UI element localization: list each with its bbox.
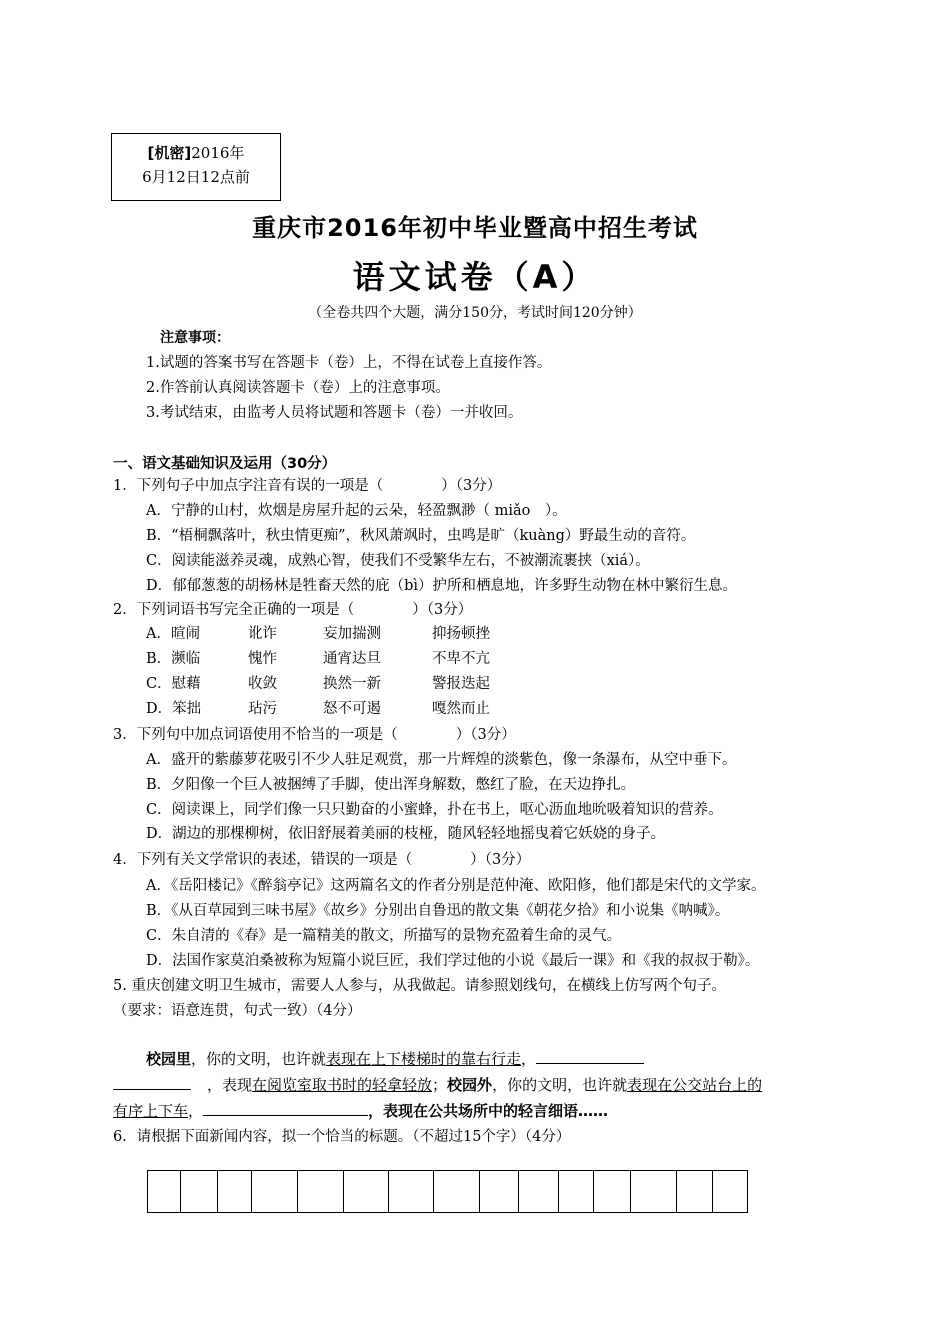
answer-cell[interactable] [712,1170,748,1213]
question-1-option-b: B．“梧桐飘落叶，秋虫情更痴”，秋风萧飒时，虫鸣是旷（kuàng）野最生动的音符。 [146,528,696,544]
word-cell: 换然一新 [323,676,381,692]
question-3-option-c: C．阅读课上，同学们像一只只勤奋的小蜜蜂，扑在书上，呕心沥血地吮吸着知识的营养。 [146,802,723,818]
answer-cell[interactable] [479,1170,519,1213]
word-cell: 怒不可遏 [323,701,381,717]
question-4-option-a: A．《岳阳楼记》《醉翁亭记》这两篇名文的作者分别是范仲淹、欧阳修，他们都是宋代的文学家。 [146,878,766,894]
model-sentence: 表现在上下楼梯时的靠右行走 [326,1050,522,1068]
answer-cell[interactable] [251,1170,298,1213]
notes-item: 1.试题的答案书写在答题卡（卷）上，不得在试卷上直接作答。 [146,355,552,371]
word-cell: 妄加揣测 [323,626,381,642]
word-cell: 讹诈 [248,626,277,642]
answer-cell[interactable] [676,1170,713,1213]
question-5-requirement: （要求：语意连贯，句式一致）（4分） [113,1003,362,1019]
answer-cell[interactable] [518,1170,559,1213]
answer-blank-1-cont[interactable] [113,1075,191,1090]
word-cell: 抑扬顿挫 [432,626,490,642]
imitation-line-3 [113,1100,608,1121]
section-heading: 一、语文基础知识及运用（30分） [113,456,337,472]
confidential-box [111,133,281,201]
imitation-line-1 [146,1048,644,1069]
question-4-option-d: D．法国作家莫泊桑被称为短篇小说巨匠，我们学过他的小说《最后一课》和《我的叔叔于勒》。 [146,953,760,969]
confidential-deadline: 6月12日12点前 [142,168,250,186]
imitation-line-2 [113,1074,762,1095]
question-2-stem: 2．下列词语书写完全正确的一项是（ ）（3分） [113,602,473,618]
text-span: ； [432,1076,448,1094]
text-span: ，表现 [207,1076,253,1094]
question-5-stem: 5. 重庆创建文明卫生城市，需要人人参与，从我做起。请参照划线句，在横线上仿写两个句子。 [113,978,726,994]
answer-cell[interactable] [343,1170,389,1213]
answer-cell[interactable] [297,1170,344,1213]
word-cell: 玷污 [248,701,277,717]
model-sentence: 在阅览室取书时的轻拿轻放 [252,1076,433,1094]
question-4-stem: 4．下列有关文学常识的表述，错误的一项是（ ）（3分） [113,852,531,868]
question-3-option-d: D．湖边的那棵柳树，依旧舒展着美丽的枝桠，随风轻轻地摇曳着它妖娆的身子。 [146,826,666,842]
text-span: ， [521,1050,537,1068]
model-sentence: 有序上下车 [113,1102,189,1120]
word-cell: A．暄闹 [146,626,200,642]
answer-blank-1[interactable] [536,1049,644,1064]
confidential-tag: [机密] [147,144,192,162]
confidential-year: 2016年 [191,144,245,162]
exam-title: 重庆市2016年初中毕业暨高中招生考试 [252,214,698,242]
answer-blank-2[interactable] [203,1101,368,1116]
text-span: ，你的文明，也许就 [191,1050,327,1068]
question-6-stem: 6．请根据下面新闻内容，拟一个恰当的标题。（不超过15个字）（4分） [113,1129,571,1145]
campus-outside-label: 校园外 [447,1076,493,1094]
word-cell: B．濒临 [146,651,201,667]
word-cell: 通宵达旦 [323,651,381,667]
question-3-option-a: A．盛开的紫藤萝花吸引不少人驻足观赏，那一片辉煌的淡紫色，像一条瀑布，从空中垂下。 [146,752,737,768]
answer-cell[interactable] [180,1170,218,1213]
paper-title: 语文试卷（A） [352,258,598,296]
answer-cell[interactable] [147,1170,181,1213]
answer-cell[interactable] [630,1170,677,1213]
question-3-option-b: B．夕阳像一个巨人被捆缚了手脚，使出浑身解数，憋红了脸，在天边挣扎。 [146,777,636,793]
campus-inside-label: 校园里 [146,1050,192,1068]
word-cell: 不卑不亢 [432,651,490,667]
text-span: ， [188,1102,204,1120]
word-cell: 嘎然而止 [432,701,490,717]
notes-item: 2.作答前认真阅读答题卡（卷）上的注意事项。 [146,380,450,396]
word-cell: 收敛 [248,676,277,692]
model-sentence: 表现在公交站台上的 [627,1076,763,1094]
word-cell: 警报迭起 [432,676,490,692]
answer-cell[interactable] [593,1170,631,1213]
question-4-option-b: B．《从百草园到三味书屋》《故乡》分别出自鲁迅的散文集《朝花夕拾》和小说集《呐喊》。 [146,903,730,919]
answer-cell[interactable] [388,1170,434,1213]
paper-subtitle: （全卷共四个大题，满分150分，考试时间120分钟） [308,305,642,321]
answer-cell[interactable] [217,1170,252,1213]
notes-item: 3.考试结束，由监考人员将试题和答题卡（卷）一并收回。 [146,405,523,421]
question-4-option-c: C．朱自清的《春》是一篇精美的散文，所描写的景物充盈着生命的灵气。 [146,928,622,944]
closing-text: ，表现在公共场所中的轻言细语…… [368,1102,609,1120]
word-cell: 愧怍 [248,651,277,667]
notes-heading: 注意事项： [160,330,230,346]
word-cell: C．慰藉 [146,676,201,692]
question-1-stem: 1．下列句子中加点字注音有误的一项是（ ）（3分） [113,478,502,494]
question-1-option-d: D．郁郁葱葱的胡杨林是牲畜天然的庇（bì）护所和栖息地，许多野生动物在林中繁衍生息。 [146,578,738,594]
answer-cell[interactable] [433,1170,480,1213]
answer-cell[interactable] [558,1170,594,1213]
title-answer-grid [147,1170,748,1213]
question-1-option-a: A．宁静的山村，炊烟是房屋升起的云朵，轻盈飘渺（ miǎo ）。 [146,503,567,519]
word-cell: D．笨拙 [146,701,202,717]
question-1-option-c: C．阅读能滋养灵魂，成熟心智，使我们不受繁华左右，不被潮流裹挟（xiá）。 [146,553,650,569]
text-span: ，你的文明，也许就 [492,1076,628,1094]
question-3-stem: 3．下列句中加点词语使用不恰当的一项是（ ）（3分） [113,727,516,743]
